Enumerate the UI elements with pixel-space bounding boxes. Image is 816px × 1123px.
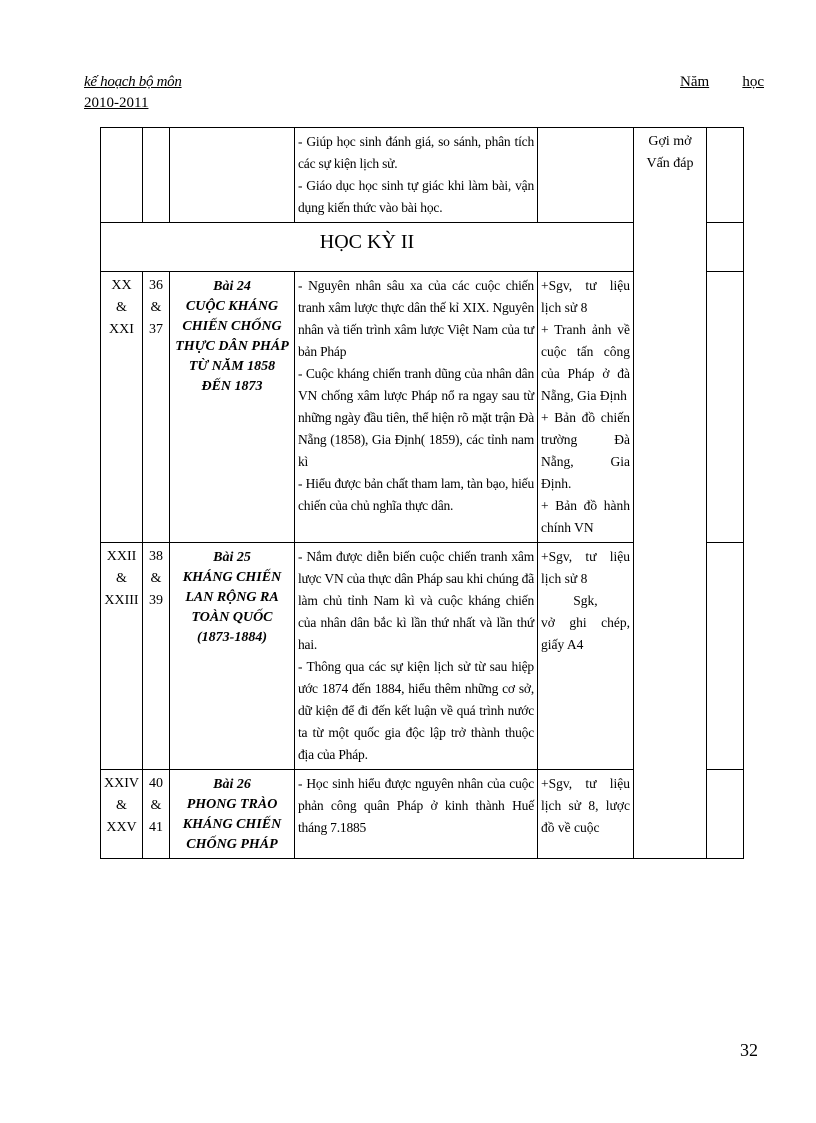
week-end: XXIII <box>104 593 139 608</box>
week-end: XXV <box>106 820 137 835</box>
cell-methods <box>634 128 707 859</box>
goal-item: - Nguyên nhân sâu xa của các cuộc chiến tranh xâm lược thực dân thế kỉ XIX. Nguyên nhân và tiến trình xâm lược Việt Nam của tư bản Pháp <box>298 278 534 359</box>
lesson-end: 39 <box>149 593 163 608</box>
cell-week <box>101 770 143 859</box>
material-item: + Tranh ảnh về cuộc tấn công của Pháp ở đà Nẵng, Gia Định <box>541 322 630 403</box>
goal-item: - Nắm được diễn biến cuộc chiến tranh xâm lược VN của thực dân Pháp sau khi chúng đã làm chủ tỉnh Nam kì và cuộc kháng chiến của nhân dân bắc kì lần thứ nhất và lần thứ hai. <box>298 549 534 652</box>
week-start: XXII <box>106 549 137 564</box>
week-and: & <box>116 798 127 813</box>
cell-week <box>101 543 143 770</box>
cell-notes-empty <box>707 272 744 543</box>
cell-materials <box>538 272 634 543</box>
cell-title <box>170 543 295 770</box>
cell-materials <box>538 543 634 770</box>
material-item: + Bản đồ chiến trường Đà Nẵng, Gia Định. <box>541 410 630 491</box>
material-item: +Sgv, tư liệu lịch sử 8 <box>541 278 630 315</box>
cell-materials <box>538 770 634 859</box>
cell-materials-empty <box>538 128 634 223</box>
cell-week <box>101 272 143 543</box>
lesson-end: 41 <box>149 820 163 835</box>
week-and: & <box>116 571 127 586</box>
lesson-number: Bài 26 <box>213 777 251 792</box>
cell-goals <box>295 272 538 543</box>
cell-notes-empty <box>707 223 744 272</box>
cell-notes-empty <box>707 770 744 859</box>
lesson-and: & <box>150 300 162 315</box>
goal-item: - Hiểu được bản chất tham lam, tàn bạo, hiếu chiến của chủ nghĩa thực dân. <box>298 476 534 513</box>
lesson-number: Bài 24 <box>213 279 251 294</box>
lesson-start: 40 <box>149 776 163 791</box>
header-year-word-2: học <box>742 74 764 90</box>
week-end: XXI <box>109 322 134 337</box>
cell-lesson <box>143 272 170 543</box>
lesson-and: & <box>150 798 162 813</box>
lesson-name: CUỘC KHÁNG CHIẾN CHỐNG THỰC DÂN PHÁP TỪ NĂM 1858 ĐẾN 1873 <box>175 299 289 394</box>
cell-notes-empty <box>707 128 744 223</box>
header-year: 2010-2011 <box>84 95 149 111</box>
goal-item: - Học sinh hiểu được nguyên nhân của cuộc phản công quân Pháp ở kinh thành Huế tháng 7.1885 <box>298 776 534 835</box>
cell-goals <box>295 543 538 770</box>
material-item: +Sgv, tư liệu lịch sử 8 <box>541 549 630 586</box>
method-item: Gợi mở <box>648 134 692 149</box>
cell-title <box>170 770 295 859</box>
cell-title-empty <box>170 128 295 223</box>
week-and: & <box>116 300 127 315</box>
goal-item: - Cuộc kháng chiến tranh dũng của nhân dân VN chống xâm lược Pháp nổ ra ngay sau từ những ngày đầu tiên, thể hiện rõ mặt trận Đà Nẵng (1858), Gia Định( 1859), các tỉnh nam kì <box>298 366 534 469</box>
cell-lesson <box>143 543 170 770</box>
header-year-word-1: Năm <box>680 74 710 90</box>
cell-notes-empty <box>707 543 744 770</box>
cell-goals <box>295 770 538 859</box>
lesson-plan-table <box>100 127 744 859</box>
table-row-continued <box>101 128 744 223</box>
header-school-year-label <box>680 74 764 91</box>
lesson-name: PHONG TRÀO KHÁNG CHIẾN CHỐNG PHÁP <box>182 797 282 852</box>
cell-lesson <box>143 770 170 859</box>
material-item: vở ghi chép, giấy A4 <box>541 615 630 652</box>
page-number: 32 <box>740 1040 758 1060</box>
cell-goals <box>295 128 538 223</box>
lesson-start: 36 <box>149 278 163 293</box>
header-subject: kế hoạch bộ môn <box>84 74 182 90</box>
goal-item: - Thông qua các sự kiện lịch sử từ sau hiệp ước 1874 đến 1884, hiểu thêm những cơ sở, dữ kiện để đi đến kết luận về quá trình nước ta từ một quốc gia độc lập trở thành thuộc địa của Pháp. <box>298 659 534 762</box>
goal-item: - Giáo dục học sinh tự giác khi làm bài, vận dụng kiến thức vào bài học. <box>298 178 534 215</box>
lesson-number: Bài 25 <box>213 550 251 565</box>
semester-title: HỌC KỲ II <box>101 223 634 272</box>
cell-title <box>170 272 295 543</box>
lesson-end: 37 <box>149 322 163 337</box>
cell-week-empty <box>101 128 143 223</box>
week-start: XX <box>111 278 132 293</box>
lesson-start: 38 <box>149 549 163 564</box>
material-item: +Sgv, tư liệu lịch sử 8, lược đồ về cuộc <box>541 776 630 835</box>
method-item: Vấn đáp <box>646 156 694 171</box>
goal-item: - Giúp học sinh đánh giá, so sánh, phân tích các sự kiện lịch sử. <box>298 134 534 171</box>
lesson-and: & <box>150 571 162 586</box>
material-item: Sgk, <box>573 593 598 608</box>
cell-lesson-empty <box>143 128 170 223</box>
lesson-name: KHÁNG CHIẾN LAN RỘNG RA TOÀN QUỐC (1873-1884) <box>182 570 282 645</box>
material-item: + Bản đồ hành chính VN <box>541 498 630 535</box>
week-start: XXIV <box>104 776 139 791</box>
